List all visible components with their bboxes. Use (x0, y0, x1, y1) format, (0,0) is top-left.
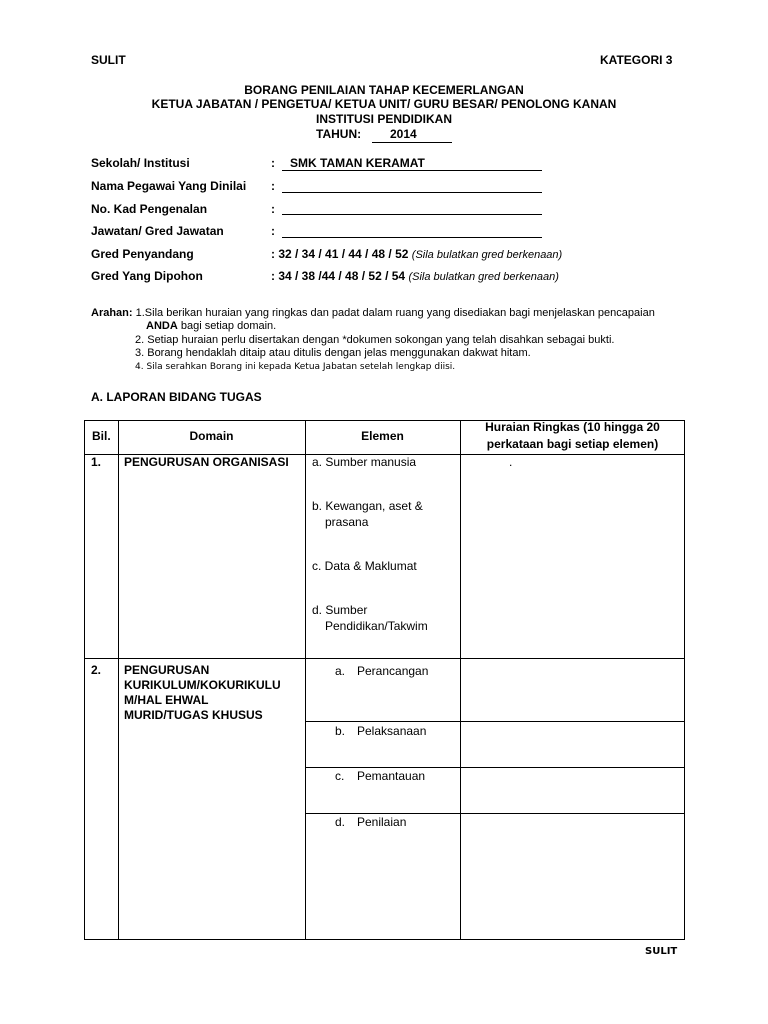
gred-penyandang-note: (Sila bulatkan gred berkenaan) (411, 249, 563, 261)
sekolah-colon: : (271, 156, 275, 170)
row1-bil: 1. (91, 455, 102, 469)
tahun-underline (372, 142, 452, 143)
col-divider-elemen (460, 420, 461, 940)
row2-elemen-a: Perancangan (357, 664, 429, 678)
gred-dipohon-options (271, 269, 559, 283)
header-huraian-2: perkataan bagi setiap elemen) (486, 437, 659, 451)
row2-domain-line1: PENGURUSAN (124, 663, 210, 677)
kad-label: No. Kad Pengenalan (91, 202, 208, 216)
gred-dipohon-value: : 34 / 38 /44 / 48 / 52 / 54 (271, 269, 406, 283)
jawatan-colon: : (271, 224, 275, 238)
row-divider-row1 (84, 658, 685, 659)
row2-domain-line2: KURIKULUM/KOKURIKULU (124, 678, 281, 692)
arahan-anda: ANDA (146, 320, 178, 332)
row1-elemen-b-cont: prasana (325, 515, 369, 529)
form-subtitle: KETUA JABATAN / PENGETUA/ KETUA UNIT/ GURU BESAR/ PENOLONG KANAN (151, 97, 617, 111)
tahun-value: 2014 (390, 127, 417, 141)
row2-domain-line4: MURID/TUGAS KHUSUS (124, 708, 263, 722)
row2-elemen-a-letter: a. (335, 664, 346, 678)
form-title: BORANG PENILAIAN TAHAP KECEMERLANGAN (244, 83, 524, 97)
col-divider-bil (118, 420, 119, 940)
arahan-item1-rest: bagi setiap domain. (177, 320, 277, 332)
arahan-line1 (91, 307, 691, 319)
sekolah-label: Sekolah/ Institusi (91, 156, 190, 170)
row1-elemen-d: d. Sumber (312, 603, 368, 617)
row1-elemen-c: c. Data & Maklumat (312, 559, 417, 573)
gred-dipohon-note: (Sila bulatkan gred berkenaan) (408, 271, 559, 283)
section-a-heading: A. LAPORAN BIDANG TUGAS (91, 390, 262, 404)
nama-colon: : (271, 179, 275, 193)
row1-domain: PENGURUSAN ORGANISASI (124, 455, 289, 469)
sekolah-value[interactable]: SMK TAMAN KERAMAT (290, 156, 425, 170)
header-domain: Domain (189, 429, 234, 443)
header-kategori: KATEGORI 3 (600, 53, 673, 67)
row2-elemen-c: Pemantauan (357, 769, 426, 783)
row1-huraian-mark[interactable]: . (509, 455, 513, 469)
arahan-line1b (146, 320, 276, 332)
arahan-label: Arahan: (91, 307, 133, 319)
gred-dipohon-label: Gred Yang Dipohon (91, 269, 203, 283)
row2-bil: 2. (91, 663, 102, 677)
arahan-item1: 1.Sila berikan huraian yang ringkas dan padat dalam ruang yang disediakan bagi menjelaskan pencapaian (135, 307, 655, 319)
row1-elemen-d-cont: Pendidikan/Takwim (325, 619, 428, 633)
gred-penyandang-label: Gred Penyandang (91, 247, 194, 261)
row-divider-2a (305, 721, 685, 722)
row2-elemen-b: Pelaksanaan (357, 724, 427, 738)
col-divider-domain (305, 420, 306, 940)
arahan-item4: 4. Sila serahkan Borang ini kepada Ketua Jabatan setelah lengkap diisi. (135, 362, 456, 372)
kad-colon: : (271, 202, 275, 216)
arahan-item2: 2. Setiap huraian perlu disertakan dengan *dokumen sokongan yang telah disahkan sebagai bukti. (135, 334, 615, 346)
nama-field[interactable] (282, 192, 542, 193)
header-huraian-1: Huraian Ringkas (10 hingga 20 (485, 420, 660, 434)
row2-elemen-d: Penilaian (357, 815, 407, 829)
header-sulit: SULIT (91, 53, 126, 67)
sekolah-underline (282, 170, 542, 171)
row2-domain-line3: M/HAL EHWAL (124, 693, 209, 707)
header-bil: Bil. (92, 429, 111, 443)
row1-elemen-b: b. Kewangan, aset & (312, 499, 423, 513)
nama-label: Nama Pegawai Yang Dinilai (91, 179, 247, 193)
kad-field[interactable] (282, 214, 542, 215)
row-divider-2b (305, 767, 685, 768)
header-elemen: Elemen (361, 429, 404, 443)
jawatan-label: Jawatan/ Gred Jawatan (91, 224, 224, 238)
tahun-label: TAHUN: (316, 127, 362, 141)
gred-penyandang-options (271, 247, 562, 261)
row2-elemen-c-letter: c. (335, 769, 345, 783)
form-subtitle-institusi: INSTITUSI PENDIDIKAN (315, 112, 452, 126)
row1-elemen-a: a. Sumber manusia (312, 455, 417, 469)
row2-elemen-b-letter: b. (335, 724, 346, 738)
gred-penyandang-value: : 32 / 34 / 41 / 44 / 48 / 52 (271, 247, 409, 261)
row2-elemen-d-letter: d. (335, 815, 346, 829)
row-divider-2c (305, 813, 685, 814)
arahan-item3: 3. Borang hendaklah ditaip atau ditulis dengan jelas menggunakan dakwat hitam. (135, 347, 531, 359)
footer-sulit: SULIT (645, 946, 678, 957)
jawatan-field[interactable] (282, 237, 542, 238)
